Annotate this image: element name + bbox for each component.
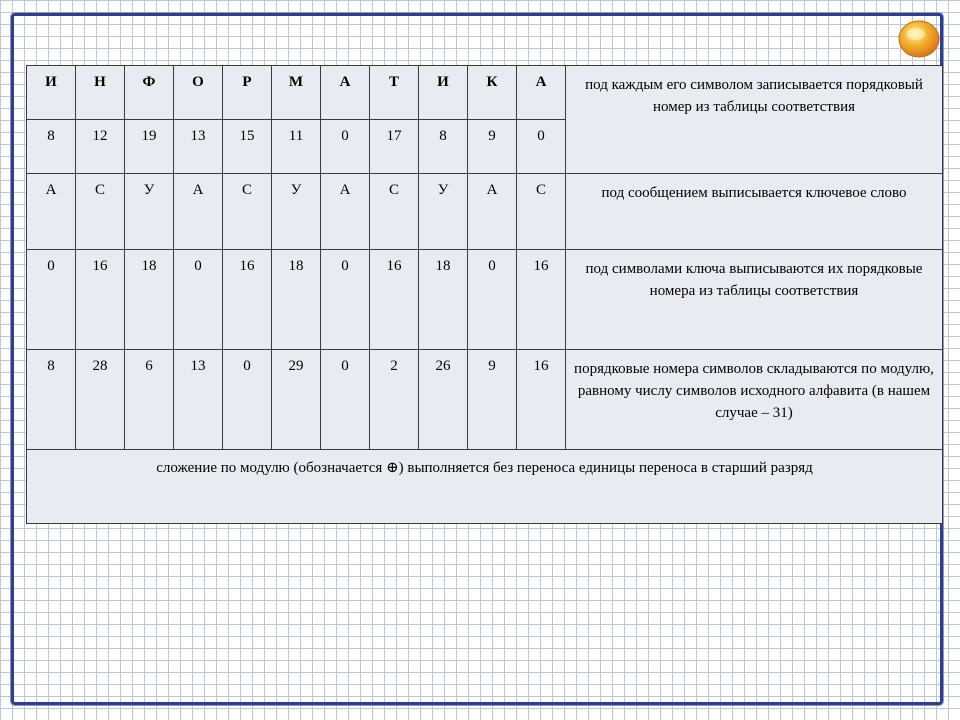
key-code: 16: [76, 250, 125, 350]
key-letter: А: [468, 174, 517, 250]
key-code: 16: [223, 250, 272, 350]
word-letter: И: [27, 66, 76, 120]
key-code: 0: [174, 250, 223, 350]
word-letter: Н: [76, 66, 125, 120]
sum-code: 6: [125, 350, 174, 450]
word-letter: Т: [370, 66, 419, 120]
cipher-table: [26, 65, 943, 524]
note-key-codes: под символами ключа выписываются их порядковые номера из таблицы соответствия: [566, 250, 943, 350]
word-code: 0: [517, 120, 566, 174]
key-letter: У: [125, 174, 174, 250]
key-code: 18: [272, 250, 321, 350]
key-letter: У: [419, 174, 468, 250]
sum-code: 0: [223, 350, 272, 450]
sum-code: 8: [27, 350, 76, 450]
sum-code: 26: [419, 350, 468, 450]
row-key-letters: [27, 174, 943, 250]
word-code: 8: [419, 120, 468, 174]
footer-note: сложение по модулю (обозначается ⊕) выполняется без переноса единицы переноса в старший разряд: [27, 450, 943, 524]
row-word-letters: [27, 66, 943, 120]
sum-code: 28: [76, 350, 125, 450]
word-code: 9: [468, 120, 517, 174]
note-word-codes: под каждым его символом записывается порядковый номер из таблицы соответствия: [566, 66, 943, 174]
key-letter: У: [272, 174, 321, 250]
key-letter: С: [76, 174, 125, 250]
word-letter: М: [272, 66, 321, 120]
key-letter: С: [370, 174, 419, 250]
key-code: 18: [419, 250, 468, 350]
key-letter: А: [27, 174, 76, 250]
key-letter: С: [517, 174, 566, 250]
word-code: 0: [321, 120, 370, 174]
row-key-codes: [27, 250, 943, 350]
word-letter: А: [517, 66, 566, 120]
row-sum-codes: [27, 350, 943, 450]
key-code: 18: [125, 250, 174, 350]
sum-code: 0: [321, 350, 370, 450]
word-letter: Р: [223, 66, 272, 120]
key-code: 16: [517, 250, 566, 350]
key-code: 0: [468, 250, 517, 350]
word-letter: И: [419, 66, 468, 120]
key-code: 0: [321, 250, 370, 350]
key-code: 0: [27, 250, 76, 350]
key-letter: А: [321, 174, 370, 250]
word-code: 17: [370, 120, 419, 174]
sum-code: 9: [468, 350, 517, 450]
sum-code: 2: [370, 350, 419, 450]
word-code: 12: [76, 120, 125, 174]
word-code: 8: [27, 120, 76, 174]
gold-coin-icon: [894, 12, 944, 62]
word-code: 11: [272, 120, 321, 174]
note-key-letters: под сообщением выписывается ключевое слово: [566, 174, 943, 250]
word-letter: Ф: [125, 66, 174, 120]
word-code: 13: [174, 120, 223, 174]
row-footer: [27, 450, 943, 524]
key-letter: А: [174, 174, 223, 250]
sum-code: 16: [517, 350, 566, 450]
word-letter: К: [468, 66, 517, 120]
word-letter: О: [174, 66, 223, 120]
word-code: 19: [125, 120, 174, 174]
sum-code: 29: [272, 350, 321, 450]
sum-code: 13: [174, 350, 223, 450]
word-letter: А: [321, 66, 370, 120]
note-sum-codes: порядковые номера символов складываются по модулю, равному числу символов исходного алфавита (в нашем случае – 31): [566, 350, 943, 450]
key-code: 16: [370, 250, 419, 350]
key-letter: С: [223, 174, 272, 250]
word-code: 15: [223, 120, 272, 174]
